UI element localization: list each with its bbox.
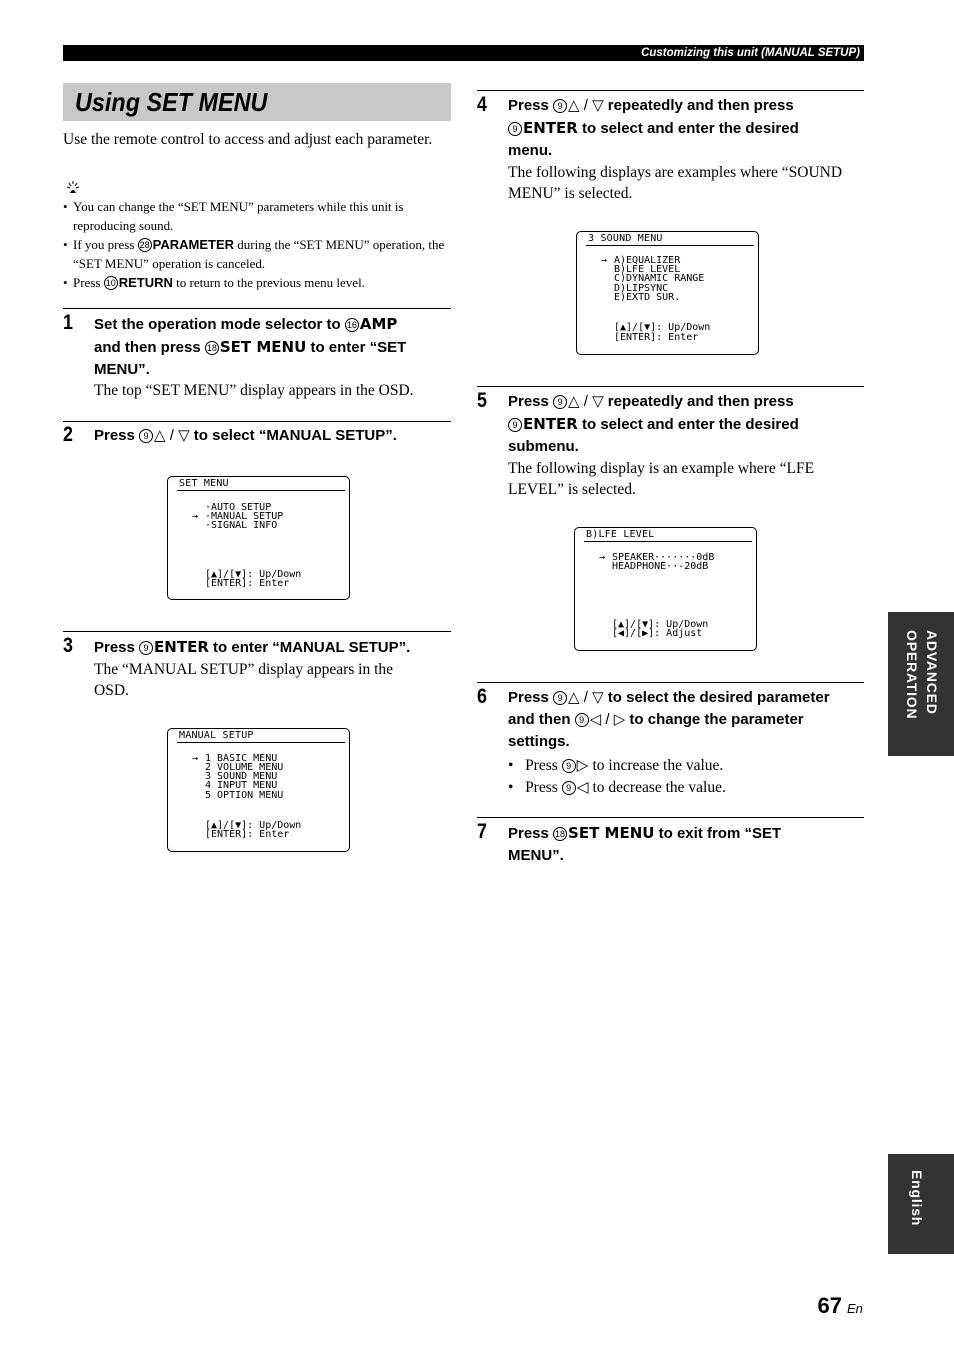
step-number: 3 (63, 634, 73, 657)
text: to select “MANUAL SETUP”. (189, 427, 397, 444)
bullet: • (63, 199, 68, 214)
page-suffix: En (847, 1301, 863, 1316)
text: The “MANUAL SETUP” display appears in the (94, 661, 394, 678)
osd-hint: [ENTER]: Enter (205, 578, 290, 589)
bullet: • (508, 757, 514, 774)
text: settings. (508, 733, 570, 750)
page-number: 67 (817, 1293, 842, 1318)
text: to enter “SET (306, 339, 407, 356)
osd-item: B)LFE LEVEL (614, 264, 681, 275)
text: OSD. (94, 681, 129, 699)
text: Press (508, 825, 554, 842)
key-number: 9 (553, 99, 567, 113)
step-number: 2 (63, 423, 73, 446)
text: to select and enter the desired (577, 120, 799, 137)
tip-icon (64, 180, 82, 194)
key-number: 9 (575, 713, 589, 727)
step-7-heading (508, 822, 868, 867)
tip-text: You can change the “SET MENU” parameters while this unit is reproducing sound. (73, 199, 404, 233)
step-3-heading (94, 636, 454, 659)
tip-text (73, 236, 453, 273)
text: Press (508, 393, 554, 410)
text: to exit from “SET (654, 825, 782, 842)
key-number: 9 (508, 122, 522, 136)
up-down-symbol: △ / ▽ (568, 689, 604, 706)
osd-item: HEADPHONE··-20dB (612, 561, 709, 572)
right-symbol: ▷ (576, 757, 589, 774)
osd-hint: [▲]/[▼]: Up/Down (612, 619, 709, 630)
text: to select and enter the desired (577, 416, 799, 433)
osd-set-menu (167, 476, 350, 600)
side-tab-advanced-operation (888, 612, 954, 756)
osd-item: ·AUTO SETUP (205, 502, 272, 513)
text: Press (508, 689, 554, 706)
osd-manual-setup (167, 728, 350, 852)
key-number: 16 (346, 320, 357, 330)
text: menu. (508, 142, 553, 159)
step-rule (477, 817, 864, 818)
text: to increase the value. (588, 757, 724, 774)
osd-divider (584, 541, 752, 542)
osd-item: D)LIPSYNC (614, 283, 669, 294)
step-number: 5 (477, 389, 487, 412)
step-number: 4 (477, 93, 487, 116)
text: and then (508, 711, 575, 728)
text: MENU”. (94, 361, 150, 378)
text: submenu. (508, 438, 579, 455)
text: to decrease the value. (588, 779, 726, 796)
text: Press (525, 779, 562, 796)
step-number: 7 (477, 820, 487, 843)
osd-hint: [ENTER]: Enter (614, 332, 699, 343)
step-3-body (94, 660, 454, 701)
side-tab-label: ADVANCED OPERATION (904, 630, 940, 720)
osd-title: 3 SOUND MENU (588, 233, 663, 244)
osd-hint: [▲]/[▼]: Up/Down (205, 820, 302, 831)
step-1-body: The top “SET MENU” display appears in the OSD. (94, 382, 414, 399)
osd-hint: [▲]/[▼]: Up/Down (205, 569, 302, 580)
key-name: RETURN (118, 275, 173, 290)
osd-hint: [ENTER]: Enter (205, 829, 290, 840)
osd-divider (586, 245, 754, 246)
text: Press (508, 97, 554, 114)
up-down-symbol: △ / ▽ (568, 393, 604, 410)
step-rule (63, 421, 451, 422)
header-text: Customizing this unit (MANUAL SETUP) (641, 47, 860, 59)
text: to enter “MANUAL SETUP”. (208, 639, 411, 656)
step-6-heading (508, 687, 868, 753)
step-number: 1 (63, 311, 73, 334)
key-number: 9 (562, 759, 576, 773)
step-4-heading (508, 95, 868, 162)
osd-item: 3 SOUND MENU (205, 771, 278, 782)
text: repeatedly and then press (603, 393, 794, 410)
step-rule (63, 308, 451, 309)
step-6-bullet (508, 778, 864, 799)
tip-text-part: If you press (73, 237, 138, 252)
key-number: 18 (206, 343, 217, 353)
key-number: 18 (555, 829, 566, 839)
step-6-bullet (508, 756, 864, 777)
osd-item: 4 INPUT MENU (205, 780, 278, 791)
osd-item: ·MANUAL SETUP (205, 511, 284, 522)
text: Press (525, 757, 562, 774)
osd-cursor: → (192, 511, 199, 522)
osd-title: B)LFE LEVEL (586, 529, 655, 540)
osd-item: 2 VOLUME MENU (205, 762, 284, 773)
osd-lfe-level (574, 527, 757, 651)
step-2-heading (94, 425, 454, 447)
side-tab-label: English (909, 1170, 925, 1227)
tip-text-part: during the “SET MENU” operation, the “SET MENU” operation is canceled. (73, 237, 445, 271)
osd-cursor: → (599, 552, 606, 563)
osd-title: SET MENU (179, 478, 229, 489)
page-title: Using SET MENU (75, 87, 268, 117)
key-number: 9 (553, 691, 567, 705)
osd-cursor: → (601, 255, 608, 266)
tip-text-part: to return to the previous menu level. (172, 275, 365, 290)
step-5-body: The following display is an example where “LFE LEVEL” is selected. (508, 460, 815, 498)
key-name: SET MENU (568, 824, 655, 842)
text: to change the parameter (625, 711, 804, 728)
step-rule (477, 682, 864, 683)
osd-item: 5 OPTION MENU (205, 790, 284, 801)
osd-item: E)EXTD SUR. (614, 292, 681, 303)
key-name: ENTER (154, 638, 209, 656)
key-name: ENTER (523, 415, 578, 433)
text: Set the operation mode selector to (94, 316, 345, 333)
bullet: • (508, 779, 514, 796)
osd-item: 1 BASIC MENU (205, 753, 278, 764)
up-down-symbol: △ / ▽ (154, 427, 190, 444)
text: Press (94, 427, 140, 444)
side-tab-english (888, 1154, 954, 1254)
tip-text (73, 274, 453, 293)
step-rule (477, 90, 864, 91)
osd-sound-menu (576, 231, 759, 355)
tip-item (63, 274, 453, 294)
osd-item: C)DYNAMIC RANGE (614, 273, 705, 284)
key-name: AMP (359, 315, 398, 333)
tip-item (63, 236, 453, 274)
key-name: PARAMETER (152, 237, 235, 252)
step-4-body: The following displays are examples where “SOUND MENU” is selected. (508, 164, 843, 202)
key-number: 9 (139, 641, 153, 655)
key-number: 9 (562, 781, 576, 795)
osd-title: MANUAL SETUP (179, 730, 254, 741)
key-name: ENTER (523, 119, 578, 137)
key-number: 9 (553, 395, 567, 409)
osd-item: ·SIGNAL INFO (205, 520, 278, 531)
key-name: SET MENU (219, 338, 307, 356)
header-bar (63, 45, 864, 61)
key-number: 9 (139, 429, 153, 443)
osd-hint: [◀]/[▶]: Adjust (612, 628, 703, 639)
title-box (63, 83, 451, 121)
step-1-heading (94, 313, 454, 381)
text: and then press (94, 339, 205, 356)
intro-text: Use the remote control to access and adjust each parameter. (63, 131, 433, 148)
osd-hint: [▲]/[▼]: Up/Down (614, 322, 711, 333)
key-number: 10 (105, 278, 116, 288)
key-number: 9 (508, 418, 522, 432)
tip-item (63, 198, 453, 236)
step-number: 6 (477, 685, 487, 708)
left-right-symbol: ◁ / ▷ (589, 711, 626, 728)
text: Press (94, 639, 140, 656)
left-symbol: ◁ (576, 779, 589, 796)
text: MENU”. (508, 847, 564, 864)
tip-text-part: Press (73, 275, 104, 290)
osd-divider (177, 490, 345, 491)
osd-item: A)EQUALIZER (614, 255, 681, 266)
text: to select the desired parameter (603, 689, 830, 706)
up-down-symbol: △ / ▽ (568, 97, 604, 114)
bullet: • (63, 275, 68, 290)
step-rule (63, 631, 451, 632)
step-rule (477, 386, 864, 387)
osd-item: SPEAKER·······0dB (612, 552, 715, 563)
key-number: 28 (139, 240, 150, 250)
bullet: • (63, 237, 68, 252)
text: repeatedly and then press (603, 97, 794, 114)
osd-divider (177, 742, 345, 743)
step-5-heading (508, 391, 868, 458)
osd-cursor: → (192, 753, 199, 764)
